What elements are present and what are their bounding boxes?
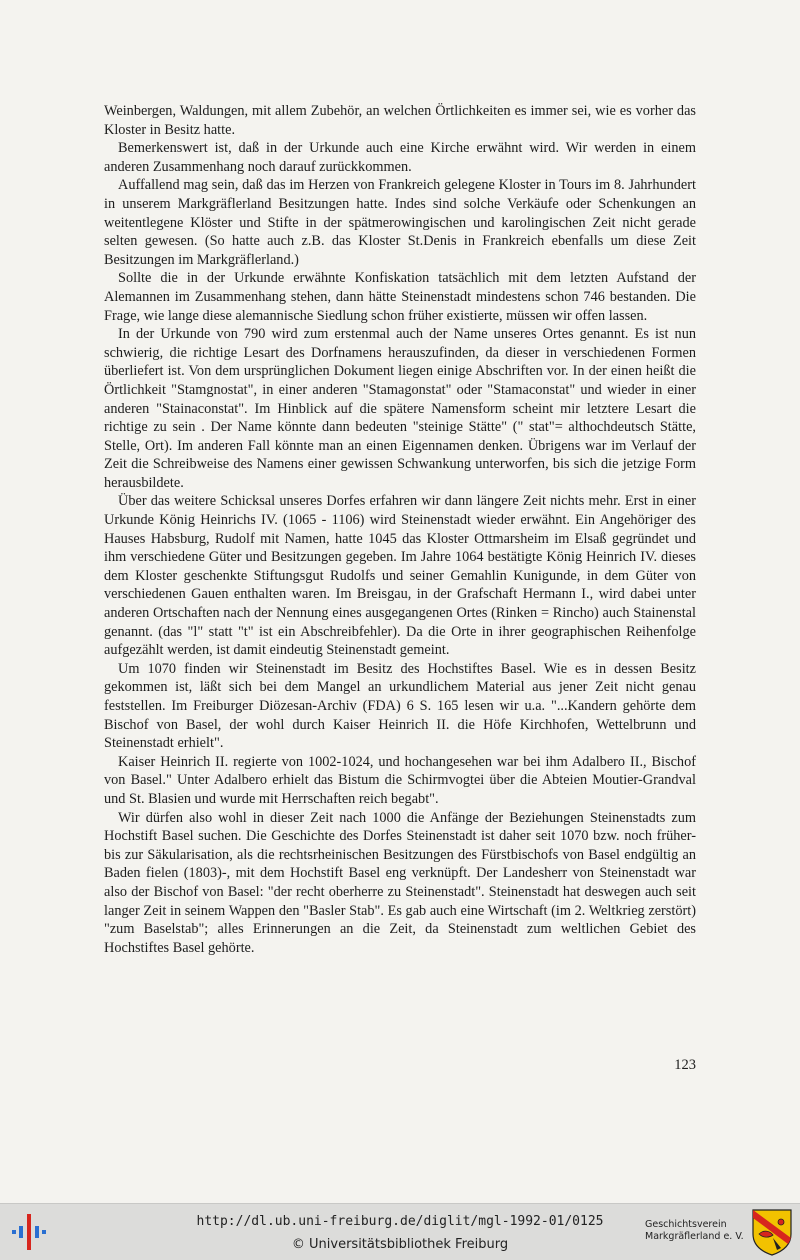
coat-of-arms-icon [751,1208,793,1256]
paragraph: Wir dürfen also wohl in dieser Zeit nach 1000 die Anfänge der Beziehungen Steinenstadts zum Hochstift Basel suchen. Die Geschichte des Dorfes Steinenstadt ist daher seit 1070 bzw. noch früher- bis zur Säkularisation, als die rechtsrheinischen Besitzungen des Fürstbischofs von Basel endgültig an Baden fielen (1803)-, mit dem Hochstift Basel eng verknüpft. Der Landesherr von Steinenstadt war also der Bischof von Basel: "der recht oberherre zu Steinenstadt". Steinenstadt hat deswegen auch seit langer Zeit in seinem Wappen den "Basler Stab". Es gab auch eine Wirtschaft (im 2. Weltkrieg zerstört) "zum Baselstab"; alles Erinnerungen an die Zeit, da Steinenstadt zum weltlichen Gebiet des Hochstiftes Basel gehörte. [104,809,696,956]
society-name-line1: Geschichtsverein [645,1219,727,1230]
society-name-line2: Markgräflerland e. V. [645,1231,744,1242]
copyright-text: © Universitätsbibliothek Freiburg [291,1237,509,1252]
page-number: 123 [674,1057,696,1073]
paragraph: Bemerkenswert ist, daß in der Urkunde auch eine Kirche erwähnt wird. Wir werden in einem anderen Zusammenhang noch darauf zurückkommen. [104,140,696,175]
paragraph: Weinbergen, Waldungen, mit allem Zubehör, an welchen Örtlichkeiten es immer sei, wie es vorher das Kloster in Besitz hatte. [104,103,696,138]
footer-bar [0,1203,800,1260]
paragraph: Auffallend mag sein, daß das im Herzen von Frankreich gelegene Kloster in Tours im 8. Jahrhundert in unserem Markgräflerland Besitzungen hatte. Indes sind solche Verkäufe oder Schenkungen an weitentlegene Klöster und Stifte in der spätmerowingischen und karolingischen Zeit nicht gerade selten gewesen. (So hatte auch z.B. das Kloster St.Denis in Frankreich ebenfalls um diese Zeit Besitzungen im Markgräflerland.) [104,177,696,268]
paragraph: Über das weitere Schicksal unseres Dorfes erfahren wir dann längere Zeit nichts mehr. Erst in einer Urkunde König Heinrichs IV. (1065 - 1106) wird Steinenstadt wieder erwähnt. Ein Angehöriger des Hauses Habsburg, Rudolf mit Namen, hatte 1045 das Kloster Ottmarsheim im Elsaß gegründet und ihm verschiedene Güter und Besitzungen gegeben. Im Jahre 1064 bestätigte König Heinrich IV. dieses dem Kloster geschenkte Stiftungsgut Rudolfs und seiner Gemahlin Kunigunde, in dem Güter von verschiedenen Gauen enthalten waren. Im Breisgau, in der Grafschaft Hermann I., wird dabei unter anderen Ortschaften nach der Nennung eines ausgegangenen Ortes (Rinken = Rincho) auch Stainenstal genannt. (das "l" statt "t" ist ein Abschreibfehler). Da die Orte in ihrer geographischen Reihenfolge aufgezählt werden, ist damit eindeutig Steinenstadt gemeint. [104,493,696,659]
body-text [104,102,696,957]
source-url-link[interactable]: http://dl.ub.uni-freiburg.de/diglit/mgl-1992-01/0125 [196,1214,604,1229]
paragraph: Sollte die in der Urkunde erwähnte Konfiskation tatsächlich mit dem letzten Aufstand der Alemannen im Zusammenhang stehen, dann hätte Steinenstadt mindestens schon 746 bestanden. Die Frage, wie lange diese alemannische Siedlung schon früher existierte, müssen wir offen lassen. [104,270,696,324]
paragraph: Kaiser Heinrich II. regierte von 1002-1024, und hochangesehen war bei ihm Adalbero II., Bischof von Basel." Unter Adalbero erhielt das Bistum die Schirmvogtei über die Abteien Moutier-Grandval und St. Blasien und wurde mit Herrschaften reich begabt". [104,753,696,807]
paragraph: Um 1070 finden wir Steinenstadt im Besitz des Hochstiftes Basel. Wie es in dessen Besitz gekommen ist, läßt sich bei dem Mangel an urkundlichem Material aus jener Zeit nicht genau feststellen. Im Freiburger Diözesan-Archiv (FDA) 6 S. 165 lesen wir u.a. "...Kandern gehörte dem Bischof von Basel, der wohl durch Kaiser Heinrich II. die Höfe Kirchhofen, Wettelbrunn und Steinenstadt erhielt". [104,660,696,752]
society-name [645,1219,744,1243]
paragraph: In der Urkunde von 790 wird zum erstenmal auch der Name unseres Ortes genannt. Es ist nun schwierig, die richtige Lesart des Dorfnamens herauszufinden, da dieser in verschiedenen Formen überliefert ist. Von dem ursprünglichen Dokument liegen einige Abschriften vor. In der einen heißt die Örtlichkeit "Stamgnostat", in einer anderen "Stamagonstat" oder "Stamaconstat" und wieder in einer anderen "Stainaconstat". Im Hinblick auf die spätere Namensform scheint mir letztere Lesart die richtige zu sein . Der Name könnte dann bedeuten "steinige Stätte" (" stat"= althochdeutsch Stätte, Stelle, Ort). Im anderen Fall könnte man an einen Eigennamen denken. Übrigens war im Verlauf der Zeit die Schreibweise des Namens einer gewissen Schwankung unterworfen, bis sich die jetzige Form herausbildete. [104,326,696,491]
